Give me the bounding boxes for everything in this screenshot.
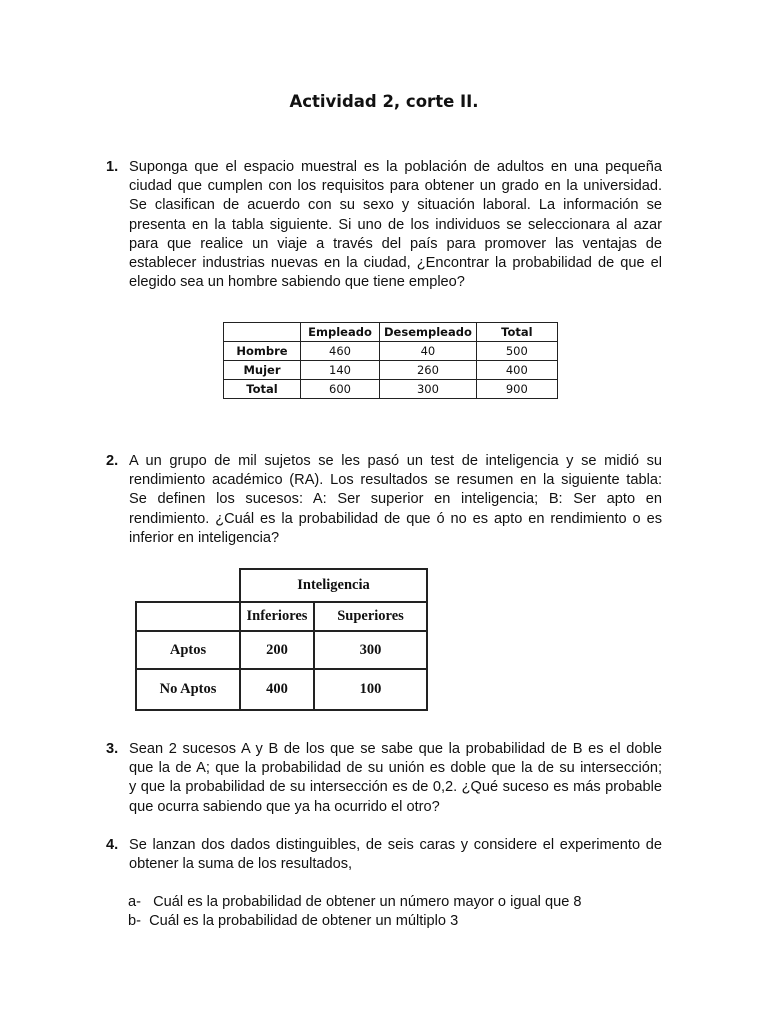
question-line: elegido sea un hombre sabiendo que tiene empleo?: [129, 274, 465, 291]
question-line: obtener la suma de los resultados,: [129, 856, 353, 873]
question-line: A un grupo de mil sujetos se les pasó un test de inteligencia y se midió su: [129, 453, 662, 469]
question-line: rendimiento académico (RA). Los resultados se resumen en la siguiente tabla:: [129, 472, 662, 489]
question-line: y que la probabilidad de su intersección es de 0,2. ¿Qué suceso es más probable: [129, 779, 662, 796]
question-line: que la de A; que la probabilidad de su unión es doble que la de su intersección;: [129, 760, 662, 777]
table-cell: 40: [380, 342, 477, 361]
table-cell: 600: [301, 380, 380, 399]
row-label: Hombre: [224, 342, 301, 361]
table-cell: 200: [239, 630, 315, 670]
table-cell: 400: [239, 668, 315, 711]
table-header: Desempleado: [380, 323, 477, 342]
row-label: Total: [224, 380, 301, 399]
table-cell: 140: [301, 361, 380, 380]
question-1: [106, 158, 662, 292]
table-header: Empleado: [301, 323, 380, 342]
table-header: [224, 323, 301, 342]
question-number: 3.: [106, 741, 119, 757]
table-row: [224, 361, 558, 380]
column-header: Inferiores: [239, 601, 315, 632]
question-line: ciudad que cumplen con los requisitos para obtener un grado en la universidad.: [129, 178, 662, 195]
table-cell: 900: [476, 380, 557, 399]
subquestion-a: a- Cuál es la probabilidad de obtener un número mayor o igual que 8: [128, 894, 582, 910]
question-line: Se definen los sucesos: A: Ser superior en inteligencia; B: Ser apto en: [129, 491, 662, 508]
page-title: Actividad 2, corte II.: [289, 92, 479, 111]
row-label: No Aptos: [135, 668, 241, 711]
table-cell: 460: [301, 342, 380, 361]
table-header: Total: [476, 323, 557, 342]
question-line: Sean 2 sucesos A y B de los que se sabe que la probabilidad de B es el doble: [129, 741, 662, 757]
question-number: 2.: [106, 453, 119, 469]
row-label: Mujer: [224, 361, 301, 380]
empty-corner: [135, 601, 241, 632]
question-number: 1.: [106, 159, 119, 175]
table-cell: 500: [476, 342, 557, 361]
question-line: rendimiento. ¿Cuál es la probabilidad de que ó no es apto en rendimiento o es: [129, 510, 662, 527]
question-line: Suponga que el espacio muestral es la población de adultos en una pequeña: [129, 159, 662, 175]
question-line: que ocurra sabiendo que ya ha ocurrido el otro?: [129, 798, 440, 815]
table-cell: 400: [476, 361, 557, 380]
row-label: Aptos: [135, 630, 241, 670]
question-2: [106, 452, 662, 548]
question-line: inferior en inteligencia?: [129, 529, 280, 546]
table-cell: 260: [380, 361, 477, 380]
table-cell: 100: [313, 668, 428, 711]
question-line: Se lanzan dos dados distinguibles, de seis caras y considere el experimento de: [129, 837, 662, 853]
question-line: Se clasifican de acuerdo con su sexo y situación laboral. La información se: [129, 197, 662, 214]
table-row: [224, 342, 558, 361]
table-cell: 300: [313, 630, 428, 670]
column-header: Superiores: [313, 601, 428, 632]
table-row: [224, 380, 558, 399]
table-cell: 300: [380, 380, 477, 399]
question-number: 4.: [106, 837, 119, 853]
question-line: presenta en la tabla siguiente. Si uno de los individuos se seleccionara al azar: [129, 216, 662, 233]
question-4: [106, 836, 662, 874]
employment-table: [223, 322, 558, 399]
subquestion-b: b- Cuál es la probabilidad de obtener un múltiplo 3: [128, 913, 459, 929]
question-3: [106, 740, 662, 817]
question-line: para que realice un viaje a través del país para promover las ventajas de: [129, 235, 662, 252]
group-header: Inteligencia: [239, 568, 428, 603]
question-line: establecer industrias nuevas en la ciudad, ¿Encontrar la probabilidad de que el: [129, 255, 662, 272]
